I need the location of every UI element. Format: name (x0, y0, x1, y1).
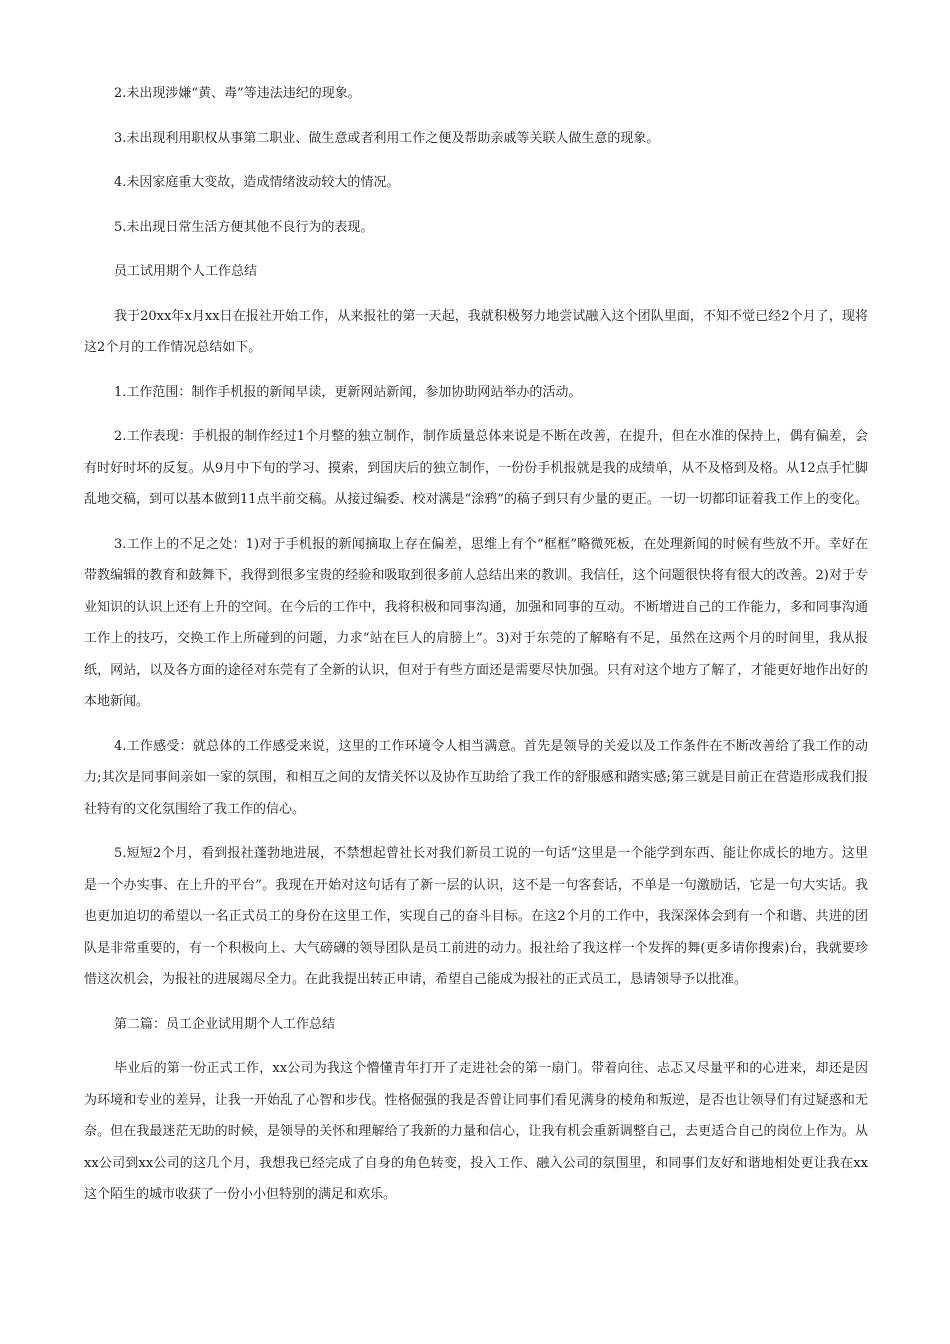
item-2-no-vice: 2.未出现涉嫌“黄、毒”等违法违纪的现象。 (114, 86, 361, 101)
item-3-no-side-business: 3.未出现利用职权从事第二职业、做生意或者利用工作之便及帮助亲戚等关联人做生意的现象。 (114, 130, 660, 146)
item-5-no-bad-behavior: 5.未出现日常生活方便其他不良行为的表现。 (114, 219, 374, 235)
work-scope-paragraph: 1.工作范围：制作手机报的新闻早读，更新网站新闻，参加协助网站举办的活动。 (114, 384, 582, 400)
section-title-second-article: 第二篇：员工企业试用期个人工作总结 (114, 1016, 336, 1032)
work-feelings-paragraph: 4.工作感受：就总体的工作感受来说，这里的工作环境令人相当满意。首先是领导的关爱以及工作条件在不断改善给了我工作的动力;其次是同事间亲如一家的氛围，和相互之间的友情关怀以及协作互助给了我工作的舒服感和踏实感;第三就是目前正在营造形成我们报社特有的文化氛围给了我工作的信心。 (84, 738, 868, 817)
conclusion-paragraph: 5.短短2个月，看到报社蓬勃地进展，不禁想起曾社长对我们新员工说的一句话“这里是一个能学到东西、能让你成长的地方。这里是一个办实事、在上升的平台”。我现在开始对这句话有了新一层的认识，这不是一句客套话，不单是一句激励话，它是一句大实话。我也更加迫切的希望以一名正式员工的身份在这里工作，实现自己的奋斗目标。在这2个月的工作中，我深深体会到有一个和谐、共进的团队是非常重要的，有一个积极向上、大气磅礴的领导团队是员工前进的动力。报社给了我这样一个发挥的舞(更多请你搜索)台，我就要珍惜这次机会，为报社的进展竭尽全力。在此我提出转正申请，希望自己能成为报社的正式员工，恳请领导予以批准。 (84, 846, 868, 987)
second-article-intro-paragraph: 毕业后的第一份正式工作，xx公司为我这个懵懂青年打开了走进社会的第一扇门。带着向往、忐忑又尽量平和的心进来，却还是因为环境和专业的差异，让我一开始乱了心智和步伐。性格倔强的我是否曾让同事们看见满身的棱角和叛逆，是否也让领导们有过疑惑和无奈。但在我最迷茫无助的时候，是领导的关怀和理解给了我新的力量和信心，让我有机会重新调整自己，去更适合自己的岗位上作为。从xx公司到xx公司的这几个月，我想我已经完成了自身的角色转变，投入工作、融入公司的氛围里，和同事们友好和谐地相处更让我在xx这个陌生的城市收获了一份小小但特别的满足和欢乐。 (84, 1061, 868, 1202)
shortcomings-paragraph: 3.工作上的不足之处：1)对于手机报的新闻摘取上存在偏差，思维上有个“框框”略微死板，在处理新闻的时候有些放不开。幸好在带教编辑的教育和鼓舞下，我得到很多宝贵的经验和吸取到很多前人总结出来的教训。我信任，这个问题很快将有很大的改善。2)对于专业知识的认识上还有上升的空间。在今后的工作中，我将积极和同事沟通，加强和同事的互动。不断增进自己的工作能力，多和同事沟通工作上的技巧，交换工作上所碰到的问题，力求“站在巨人的肩膀上”。3)对于东莞的了解略有不足，虽然在这两个月的时间里，我从报纸，网站，以及各方面的途径对东莞有了全新的认识，但对于有些方面还是需要尽快加强。只有对这个地方了解了，才能更好地作出好的本地新闻。 (84, 536, 868, 709)
work-performance-paragraph: 2.工作表现：手机报的制作经过1个月整的独立制作，制作质量总体来说是不断在改善，在提升，但在水准的保持上，偶有偏差，会有时好时坏的反复。从9月中下旬的学习、摸索，到国庆后的独立制作，一份份手机报就是我的成绩单，从不及格到及格。从12点手忙脚乱地交稿，到可以基本做到11点半前交稿。从接过编委、校对满是“涂鸦”的稿子到只有少量的更正。一切一切都印证着我工作上的变化。 (84, 429, 868, 507)
document-page (84, 78, 868, 1224)
section-title-probation-summary: 员工试用期个人工作总结 (114, 264, 258, 279)
item-4-no-family-change: 4.未因家庭重大变故，造成情绪波动较大的情况。 (114, 175, 400, 190)
intro-paragraph: 我于20xx年x月xx日在报社开始工作，从来报社的第一天起，我就积极努力地尝试融入这个团队里面，不知不觉已经2个月了，现将这2个月的工作情况总结如下。 (84, 308, 868, 355)
